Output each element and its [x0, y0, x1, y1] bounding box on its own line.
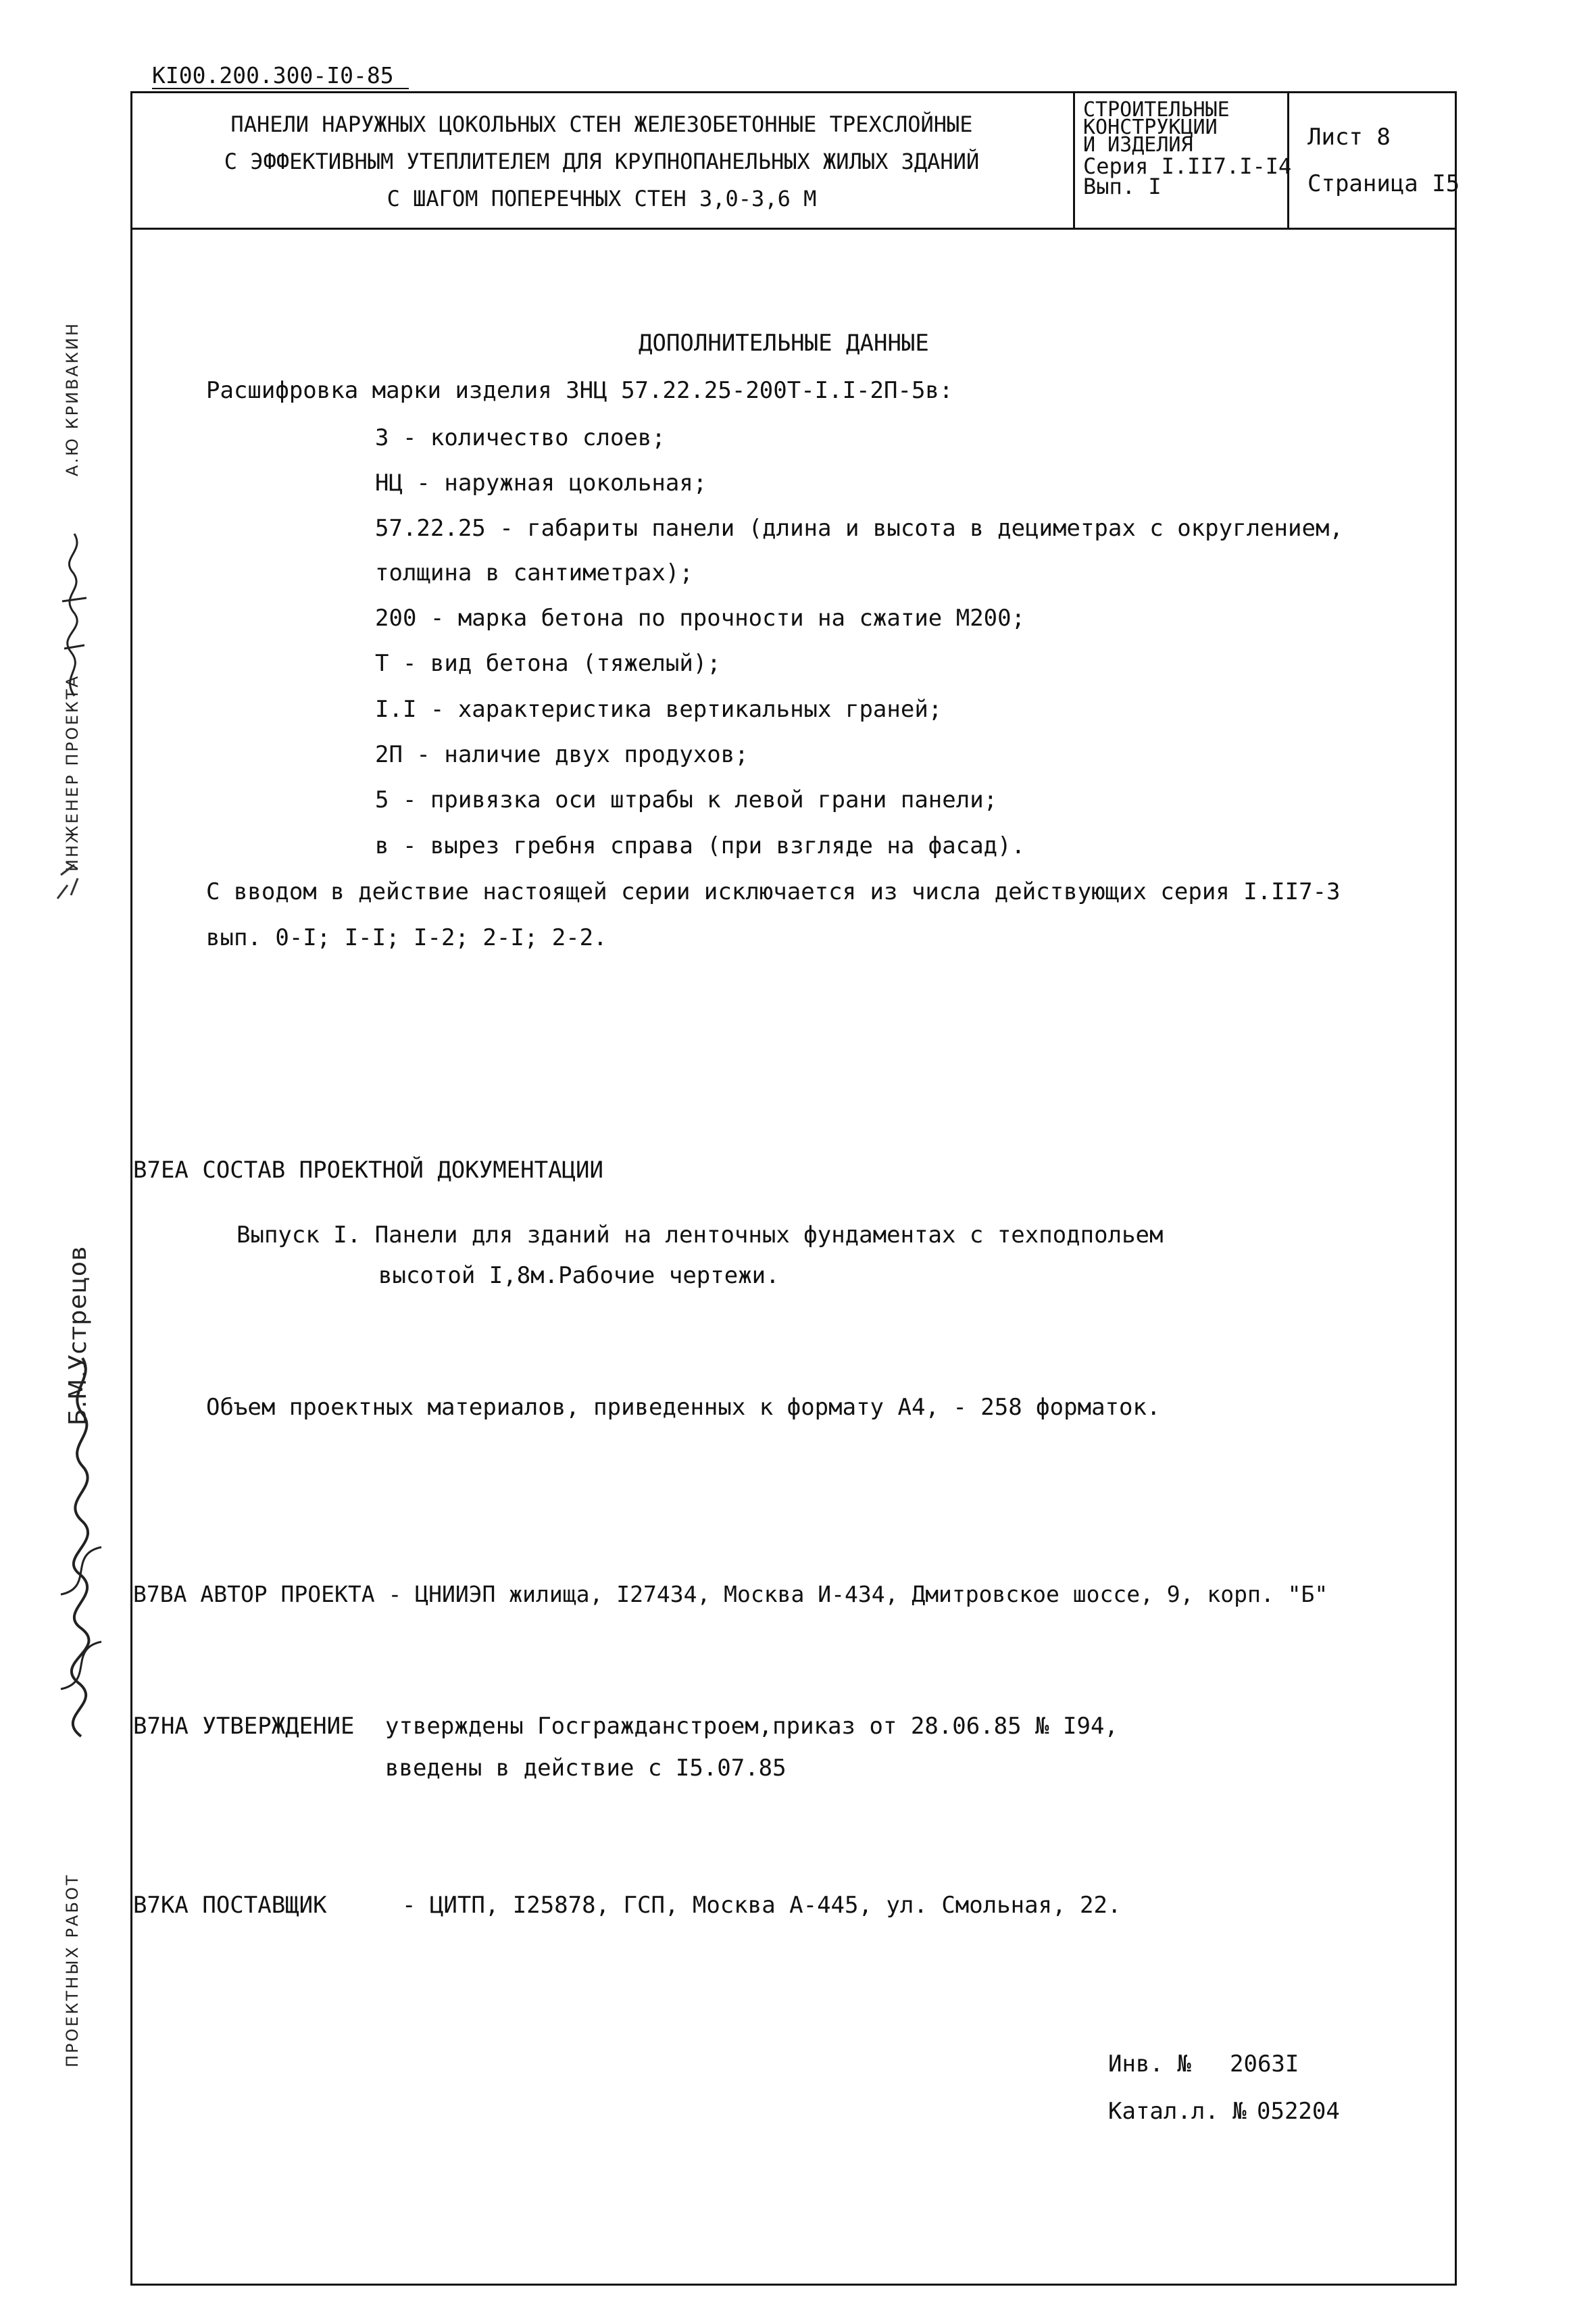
catalog-number: 052204: [1257, 2098, 1340, 2125]
supplier-text: - ЦИТП, I25878, ГСП, Москва А-445, ул. Смольная, 22.: [402, 1892, 1122, 1919]
category-line-2: КОНСТРУКЦИИ: [1083, 116, 1218, 139]
replacement-line-1: С вводом в действие настоящей серии исключается из числа действующих серия I.II7-3: [206, 878, 1341, 905]
decoding-item: I.I - характеристика вертикальных граней;: [375, 696, 943, 723]
ink-mark-icon: [51, 858, 91, 905]
decoding-item: толщина в сантиметрах);: [375, 559, 693, 586]
volume-line: Объем проектных материалов, приведенных к формату А4, - 258 форматок.: [206, 1394, 1161, 1421]
category-line-1: СТРОИТЕЛЬНЫЕ: [1083, 98, 1230, 122]
composition-label: В7ЕА СОСТАВ ПРОЕКТНОЙ ДОКУМЕНТАЦИИ: [133, 1157, 603, 1184]
approval-line-2: введены в действие с I5.07.85: [385, 1755, 787, 1782]
decoding-item: НЦ - наружная цокольная;: [375, 470, 707, 497]
decoding-item: Т - вид бетона (тяжелый);: [375, 650, 721, 677]
engineer-name: А.Ю КРИВАКИН: [63, 322, 82, 476]
decoding-item: 2П - наличие двух продухов;: [375, 741, 749, 768]
decoding-intro: Расшифровка марки изделия ЗНЦ 57.22.25-200Т-I.I-2П-5в:: [206, 377, 953, 404]
replacement-line-2: вып. 0-I; I-I; I-2; 2-I; 2-2.: [206, 924, 607, 951]
section-title: ДОПОЛНИТЕЛЬНЫЕ ДАННЫЕ: [639, 330, 929, 357]
document-code-underline: [152, 88, 409, 89]
decoding-item: 5 - привязка оси штрабы к левой грани панели;: [375, 786, 998, 813]
series-number: Серия I.II7.I-I4: [1083, 153, 1292, 179]
category-cell: [1083, 98, 1292, 199]
title-divider-1: [1073, 91, 1075, 230]
approval-label: В7НА УТВЕРЖДЕНИЕ: [133, 1713, 355, 1740]
title-line-2: С ЭФФЕКТИВНЫМ УТЕПЛИТЕЛЕМ ДЛЯ КРУПНОПАНЕЛЬНЫХ ЖИЛЫХ ЗДАНИЙ: [224, 149, 980, 174]
title-line-1: ПАНЕЛИ НАРУЖНЫХ ЦОКОЛЬНЫХ СТЕН ЖЕЛЕЗОБЕТОННЫЕ ТРЕХСЛОЙНЫЕ: [230, 111, 973, 137]
sheet-number: Лист 8: [1307, 124, 1391, 151]
approval-line-1: утверждены Госгражданстроем,приказ от 28.06.85 № I94,: [385, 1713, 1118, 1740]
catalog-label: Катал.л. №: [1108, 2098, 1247, 2125]
engineer-caption: ИНЖЕНЕР ПРОЕКТА: [63, 674, 82, 872]
title-line-3: С ШАГОМ ПОПЕРЕЧНЫХ СТЕН 3,0-3,6 М: [386, 186, 817, 211]
inventory-label: Инв. №: [1108, 2051, 1191, 2078]
inventory-number: 2063I: [1230, 2051, 1299, 2078]
page-frame: [130, 91, 1457, 2286]
document-code: КI00.200.300-I0-85: [152, 62, 394, 89]
category-line-3: И ИЗДЕЛИЯ: [1083, 133, 1193, 157]
issue-line-1: Выпуск I. Панели для зданий на ленточных фундаментах с техподпольем: [236, 1222, 1164, 1249]
issue-line-2: высотой I,8м.Рабочие чертежи.: [378, 1262, 780, 1289]
supplier-label: В7КА ПОСТАВЩИК: [133, 1892, 327, 1919]
chief-signature-icon: [41, 1216, 122, 1743]
department-caption: ПРОЕКТНЫХ РАБОТ: [63, 1873, 82, 2067]
page-number: Страница I5: [1307, 170, 1460, 197]
engineer-signature-icon: [47, 513, 101, 703]
chief-name: Б.М.Устрецов: [64, 1245, 92, 1426]
decoding-item: 57.22.25 - габариты панели (длина и высота в дециметрах с округлением,: [375, 515, 1343, 542]
decoding-item: 3 - количество слоев;: [375, 424, 666, 451]
title-text-block: [130, 111, 1073, 220]
author-line: В7ВА АВТОР ПРОЕКТА - ЦНИИЭП жилища, I27434, Москва И-434, Дмитровское шоссе, 9, корп. "Б": [133, 1581, 1328, 1607]
decoding-item: 200 - марка бетона по прочности на сжатие М200;: [375, 605, 1026, 632]
issue-number: Вып. I: [1083, 174, 1162, 199]
decoding-item: в - вырез гребня справа (при взгляде на фасад).: [375, 832, 1026, 859]
